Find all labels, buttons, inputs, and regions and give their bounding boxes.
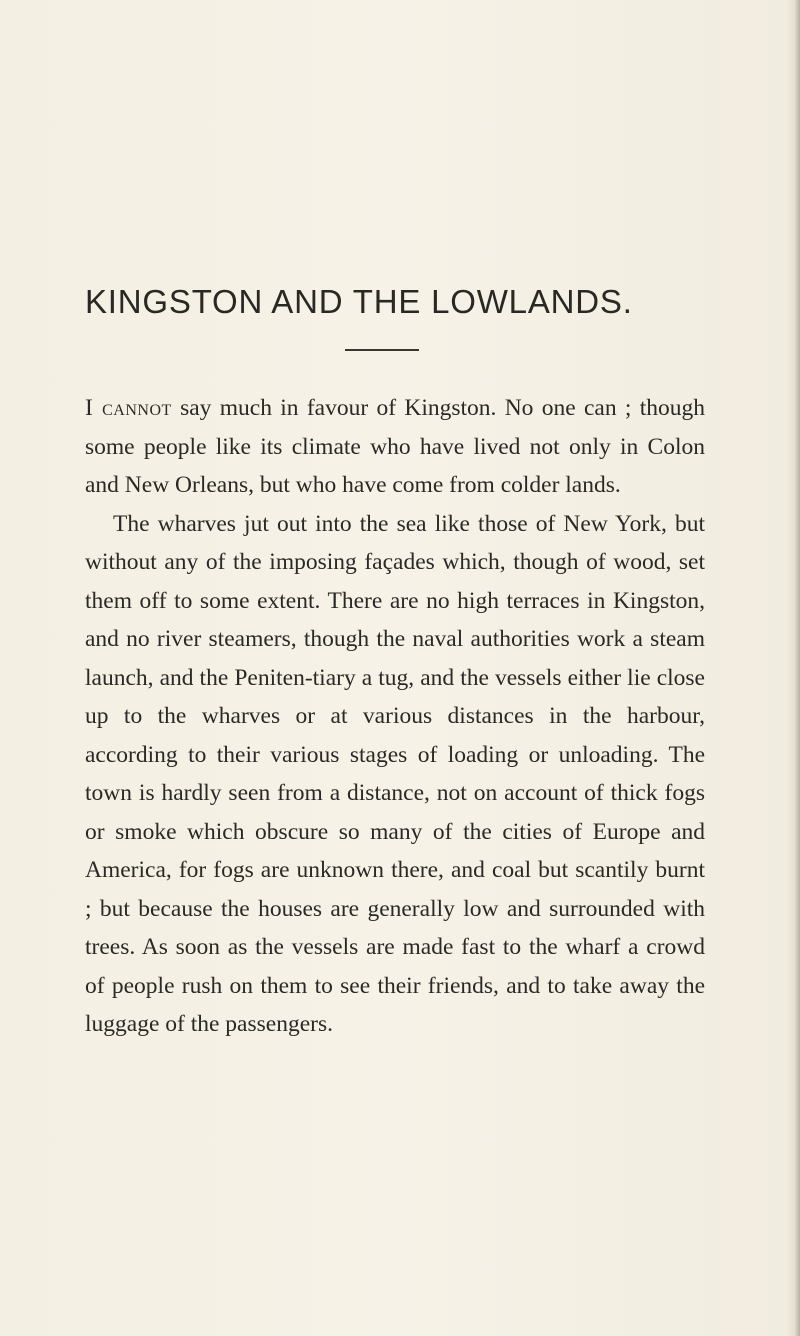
title-rule — [345, 349, 419, 351]
paragraph-1-text: say much in favour of Kingston. No one can ; though some people like its climate who have lived not only in Colon and New Orleans, but who have come from colder lands. — [85, 395, 705, 498]
page-edge-shadow — [786, 0, 800, 1336]
body-text — [85, 389, 705, 1044]
paragraph-2: The wharves jut out into the sea like those of New York, but without any of the imposing façades which, though of wood, set them off to some extent. There are no high terraces in Kingston, and no river steamers, though the naval authorities work a steam launch, and the Peniten-tiary a tug, and the vessels either lie close up to the wharves or at various distances in the harbour, according to their various stages of loading or unloading. The town is hardly seen from a distance, not on account of thick fogs or smoke which obscure so many of the cities of Europe and America, for fogs are unknown there, and coal but scantily burnt ; but because the houses are generally low and surrounded with trees. As soon as the vessels are made fast to the wharf a crowd of people rush on them to see their friends, and to take away the luggage of the passengers. — [85, 510, 705, 1037]
opening-words: I cannot — [85, 395, 172, 421]
paragraph-1 — [85, 389, 705, 505]
chapter-title: KINGSTON AND THE LOWLANDS. — [85, 283, 633, 320]
